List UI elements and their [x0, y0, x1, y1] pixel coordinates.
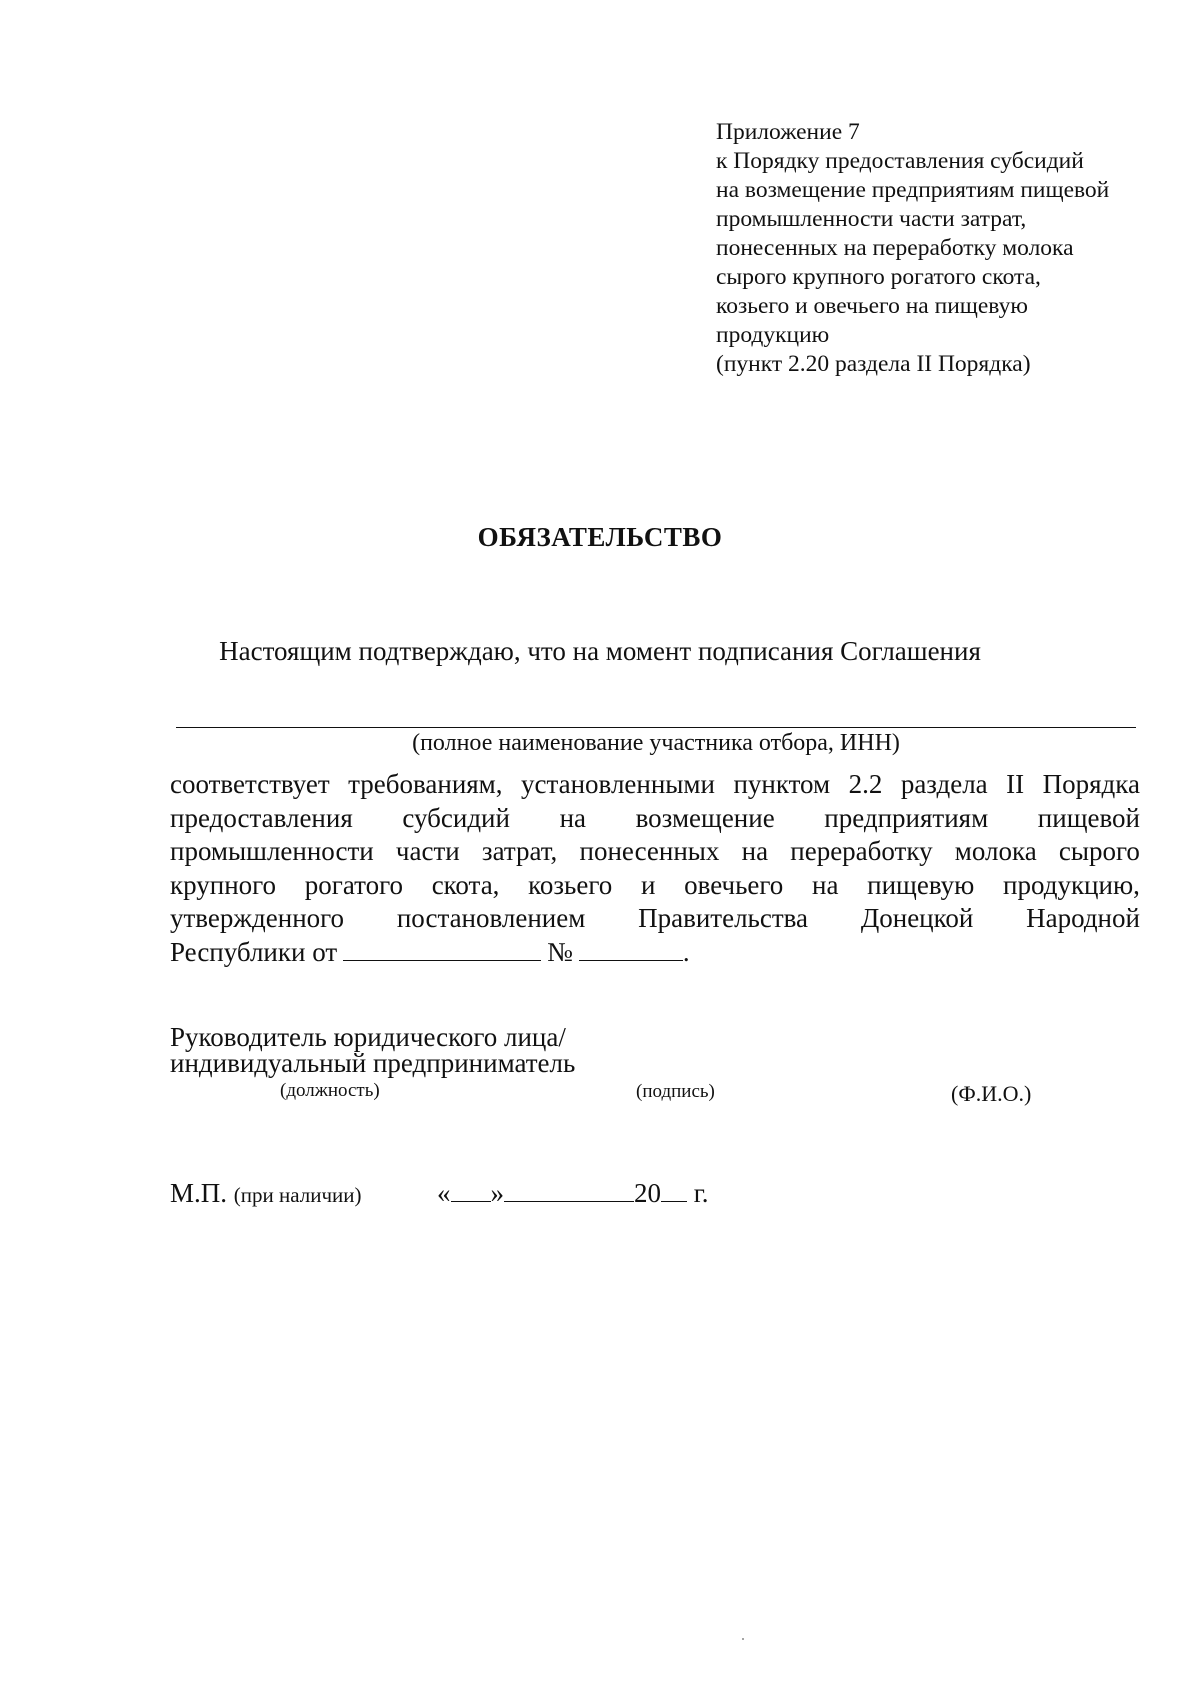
body-word: 2.2: [848, 769, 883, 799]
appendix-line: Приложение 7: [716, 119, 860, 145]
body-word: постановлением: [396, 903, 586, 933]
body-word: субсидий: [402, 802, 510, 833]
body-word: продукцию,: [1003, 869, 1140, 900]
seal-place: [170, 1178, 361, 1209]
appendix-line: к Порядку предоставления субсидий: [716, 148, 1084, 174]
appendix-header: [716, 118, 1156, 379]
appendix-line: на возмещение предприятиям пищевой: [716, 177, 1110, 203]
appendix-line: сырого крупного рогатого скота,: [716, 264, 1041, 290]
body-word: сырого: [1058, 836, 1140, 866]
body-word: скота,: [431, 869, 500, 900]
body-word: и: [640, 869, 656, 900]
body-word: козьего: [528, 869, 613, 900]
signatory-block: [170, 1024, 575, 1076]
close-quote: »: [490, 1178, 504, 1208]
body-word: на: [741, 836, 769, 866]
position-caption: (должность): [280, 1080, 380, 1101]
body-word: молока: [954, 836, 1037, 866]
document-title: ОБЯЗАТЕЛЬСТВО: [477, 522, 723, 552]
participant-name-caption: (полное наименование участника отбора, ИНН): [412, 730, 900, 756]
appendix-line: козьего и овечьего на пищевую: [716, 293, 1028, 319]
name-caption: (Ф.И.О.): [951, 1081, 1032, 1106]
body-line-6: [170, 936, 1140, 970]
seal-label: М.П.: [170, 1178, 228, 1208]
body-word: овечьего: [684, 869, 784, 900]
body-word: крупного: [170, 869, 277, 900]
body-line-1: [170, 768, 1140, 802]
decree-date-blank: [343, 936, 541, 961]
signature-caption: (подпись): [636, 1081, 715, 1102]
month-blank: [504, 1179, 634, 1202]
body-word: II: [1006, 769, 1025, 799]
number-sign: №: [547, 936, 573, 967]
body-word: предоставления: [170, 802, 353, 833]
body-word: возмещение: [635, 802, 775, 833]
body-word: соответствует: [170, 769, 330, 799]
body-word: части: [395, 836, 460, 866]
body-word: пищевую: [867, 869, 975, 900]
body-line-3: [170, 835, 1140, 869]
body-word: переработку: [790, 836, 933, 866]
signatory-line-2: индивидуальный предприниматель: [170, 1048, 576, 1078]
day-blank: [451, 1179, 491, 1202]
body-word: раздела: [900, 769, 988, 799]
body-word: пунктом: [733, 769, 831, 799]
appendix-line: понесенных на переработку молока: [716, 235, 1074, 261]
seal-note: (при наличии): [233, 1183, 362, 1207]
body-word: на: [559, 802, 586, 833]
body-word: пищевой: [1037, 802, 1140, 833]
body-word: на: [812, 869, 839, 900]
scan-speck: [742, 1638, 744, 1640]
body-line-5: [170, 902, 1140, 936]
appendix-line: (пункт 2.20 раздела II Порядка): [716, 351, 1031, 377]
year-blank: [661, 1179, 687, 1202]
date-line: [437, 1178, 709, 1209]
body-word: понесенных: [579, 836, 720, 866]
body-word: Республики от: [170, 936, 338, 967]
body-word: Правительства: [638, 903, 809, 933]
body-word: требованиям,: [348, 769, 503, 799]
body-word: предприятиям: [824, 802, 989, 833]
year-suffix: г.: [693, 1178, 709, 1208]
body-word: Народной: [1026, 903, 1140, 933]
body-word: Порядка: [1042, 769, 1140, 799]
period: .: [682, 936, 690, 967]
body-word: затрат,: [481, 836, 558, 866]
appendix-line: продукцию: [716, 322, 830, 348]
body-paragraph: [170, 768, 1140, 969]
signatory-line-1: Руководитель юридического лица/: [170, 1022, 566, 1052]
body-line-4: [170, 869, 1140, 903]
decree-number-blank: [579, 936, 683, 961]
body-word: рогатого: [304, 869, 403, 900]
appendix-line: промышленности части затрат,: [716, 206, 1027, 232]
body-word: утвержденного: [170, 903, 345, 933]
body-word: Донецкой: [860, 903, 974, 933]
open-quote: «: [437, 1178, 451, 1208]
body-word: промышленности: [170, 836, 374, 866]
body-line-2: [170, 802, 1140, 836]
body-word: установленными: [521, 769, 715, 799]
year-prefix: 20: [634, 1178, 661, 1208]
intro-statement: Настоящим подтверждаю, что на момент подписания Соглашения: [219, 636, 981, 666]
participant-name-line: [176, 727, 1136, 728]
